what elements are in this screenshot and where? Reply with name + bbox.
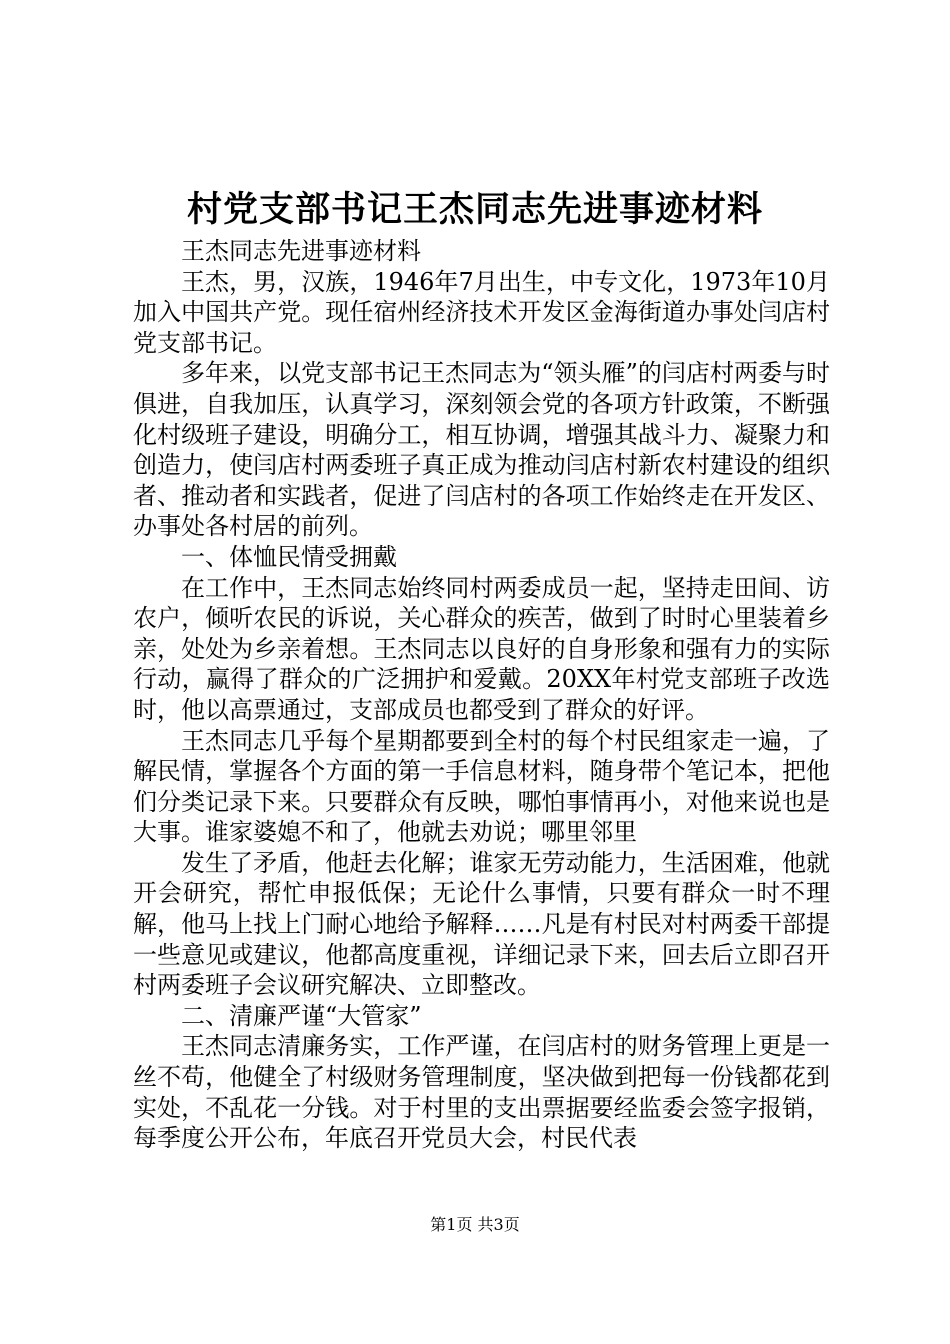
document-body	[133, 236, 830, 1154]
paragraph-profile: 王杰，男，汉族，1946年7月出生，中专文化，1973年10月加入中国共产党。现任宿州经济技术开发区金海街道办事处闫店村党支部书记。	[133, 267, 830, 357]
section-heading-2: 二、清廉严谨“大管家”	[181, 1001, 422, 1030]
paragraph-section1-b: 王杰同志几乎每个星期都要到全村的每个村民组家走一遍，了解民情，掌握各个方面的第一手信息材料，随身带个笔记本，把他们分类记录下来。只要群众有反映，哪怕事情再小，对他来说也是大事。谁家婆媳不和了，他就去劝说；哪里邻里	[133, 726, 830, 847]
paragraph-section1-a: 在工作中，王杰同志始终同村两委成员一起，坚持走田间、访农户，倾听农民的诉说，关心群众的疾苦，做到了时时心里装着乡亲，处处为乡亲着想。王杰同志以良好的自身形象和强有力的实际行动，赢得了群众的广泛拥护和爱戴。20XX年村党支部班子改选时，他以高票通过，支部成员也都受到了群众的好评。	[133, 573, 830, 724]
section-heading-1: 一、体恤民情受拥戴	[181, 542, 397, 571]
paragraph-subtitle: 王杰同志先进事迹材料	[181, 237, 421, 265]
page-number-footer: 第1页 共3页	[430, 1215, 520, 1234]
paragraph-section2-a: 王杰同志清廉务实，工作严谨，在闫店村的财务管理上更是一丝不苟，他健全了村级财务管理制度，坚决做到把每一份钱都花到实处，不乱花一分钱。对于村里的支出票据要经监委会签字报销，每季度公开公布，年底召开党员大会，村民代表	[133, 1032, 830, 1153]
paragraph-section1-c: 发生了矛盾，他赶去化解；谁家无劳动能力，生活困难，他就开会研究，帮忙申报低保；无论什么事情，只要有群众一时不理解，他马上找上门耐心地给予解释……凡是有村民对村两委干部提一些意见或建议，他都高度重视，详细记录下来，回去后立即召开村两委班子会议研究解决、立即整改。	[133, 848, 830, 1000]
paragraph-overview: 多年来，以党支部书记王杰同志为“领头雁”的闫店村两委与时俱进，自我加压，认真学习，深刻领会党的各项方针政策，不断强化村级班子建设，明确分工，相互协调，增强其战斗力、凝聚力和创造力，使闫店村两委班子真正成为推动闫店村新农村建设的组织者、推动者和实践者，促进了闫店村的各项工作始终走在开发区、办事处各村居的前列。	[133, 359, 830, 541]
document-title: 村党支部书记王杰同志先进事迹材料	[186, 189, 763, 230]
